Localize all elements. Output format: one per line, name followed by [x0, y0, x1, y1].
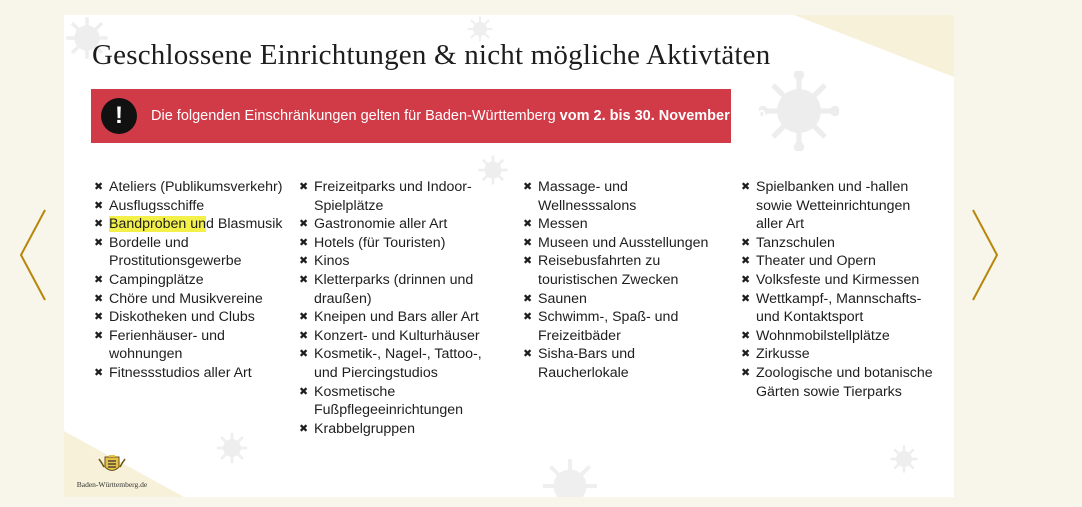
list-item: ✖ Reisebusfahrten zu touristischen Zwecken [523, 252, 723, 289]
list-item: ✖ Ferienhäuser- und wohnungen [94, 327, 294, 364]
list-column-2 [299, 178, 499, 438]
list-item: ✖ Tanzschulen [741, 234, 941, 253]
list-item: ✖ Massage- und Wellnesssalons [523, 178, 723, 215]
list-item [94, 215, 294, 234]
list-item: ✖ Wohnmobilstellplätze [741, 327, 941, 346]
list-item: ✖ Bordelle und Prostitutionsgewerbe [94, 234, 294, 271]
virus-icon [214, 430, 250, 466]
list-item: ✖ Freizeitparks und Indoor-Spielplätze [299, 178, 499, 215]
slide [64, 15, 954, 497]
chevron-left-icon[interactable] [18, 208, 48, 302]
banner-text-plain: Die folgenden Einschränkungen gelten für Baden-Württemberg [151, 108, 560, 124]
list-item: ✖ Gastronomie aller Art [299, 215, 499, 234]
bw-logo [72, 455, 152, 489]
logo-text: Baden-Württemberg.de [76, 480, 148, 489]
list-item: ✖ Ausflugsschiffe [94, 197, 294, 216]
list-item: ✖ Fitnessstudios aller Art [94, 364, 294, 383]
list-item: ✖ Schwimm-, Spaß- und Freizeitbäder [523, 308, 723, 345]
list-item: ✖ Saunen [523, 290, 723, 309]
banner-text [151, 108, 770, 124]
list-item-rest: d Blasmusik [206, 216, 283, 233]
virus-icon [888, 443, 920, 475]
list-item: ✖ Chöre und Musikvereine [94, 290, 294, 309]
list-item: ✖ Wettkampf-, Mannschafts- und Kontaktsport [741, 290, 941, 327]
list-column-1 [94, 178, 294, 383]
notice-banner [91, 89, 771, 143]
list-item: ✖ Kletterparks (drinnen und draußen) [299, 271, 499, 308]
list-item: ✖ Spielbanken und -hallen sowie Wetteinrichtungen aller Art [741, 178, 941, 234]
list-item: ✖ Kosmetik-, Nagel-, Tattoo-, und Piercingstudios [299, 345, 499, 382]
coat-of-arms-icon [97, 455, 127, 475]
list-item: ✖ Zirkusse [741, 345, 941, 364]
list-column-4 [741, 178, 941, 401]
list-item: ✖ Kneipen und Bars aller Art [299, 308, 499, 327]
list-column-3 [523, 178, 723, 383]
list-item: ✖ Campingplätze [94, 271, 294, 290]
list-item: ✖ Kinos [299, 252, 499, 271]
list-item: ✖ Zoologische und botanische Gärten sowie Tierparks [741, 364, 941, 401]
exclamation-icon: ! [101, 98, 137, 134]
page-title: Geschlossene Einrichtungen & nicht mögliche Aktivtäten [92, 39, 771, 71]
list-item: ✖ Theater und Opern [741, 252, 941, 271]
virus-icon [759, 71, 839, 151]
corner-decoration [794, 15, 954, 77]
list-item: ✖ Messen [523, 215, 723, 234]
list-item: ✖ Diskotheken und Clubs [94, 308, 294, 327]
highlighted-text: Bandproben un [109, 216, 207, 233]
list-item: ✖ Volksfeste und Kirmessen [741, 271, 941, 290]
banner-text-end: . [766, 108, 771, 124]
list-item: ✖ Konzert- und Kulturhäuser [299, 327, 499, 346]
chevron-right-icon[interactable] [970, 208, 1000, 302]
list-item: ✖ Museen und Ausstellungen [523, 234, 723, 253]
list-item: ✖ Krabbelgruppen [299, 420, 499, 439]
list-item: ✖ Hotels (für Touristen) [299, 234, 499, 253]
list-item: ✖ Ateliers (Publikumsverkehr) [94, 178, 294, 197]
banner-text-bold: vom 2. bis 30. November 2020 [559, 108, 766, 124]
list-item: ✖ Kosmetische Fußpflegeeinrichtungen [299, 383, 499, 420]
virus-icon [532, 453, 608, 497]
list-item: ✖ Sisha-Bars und Raucherlokale [523, 345, 723, 382]
